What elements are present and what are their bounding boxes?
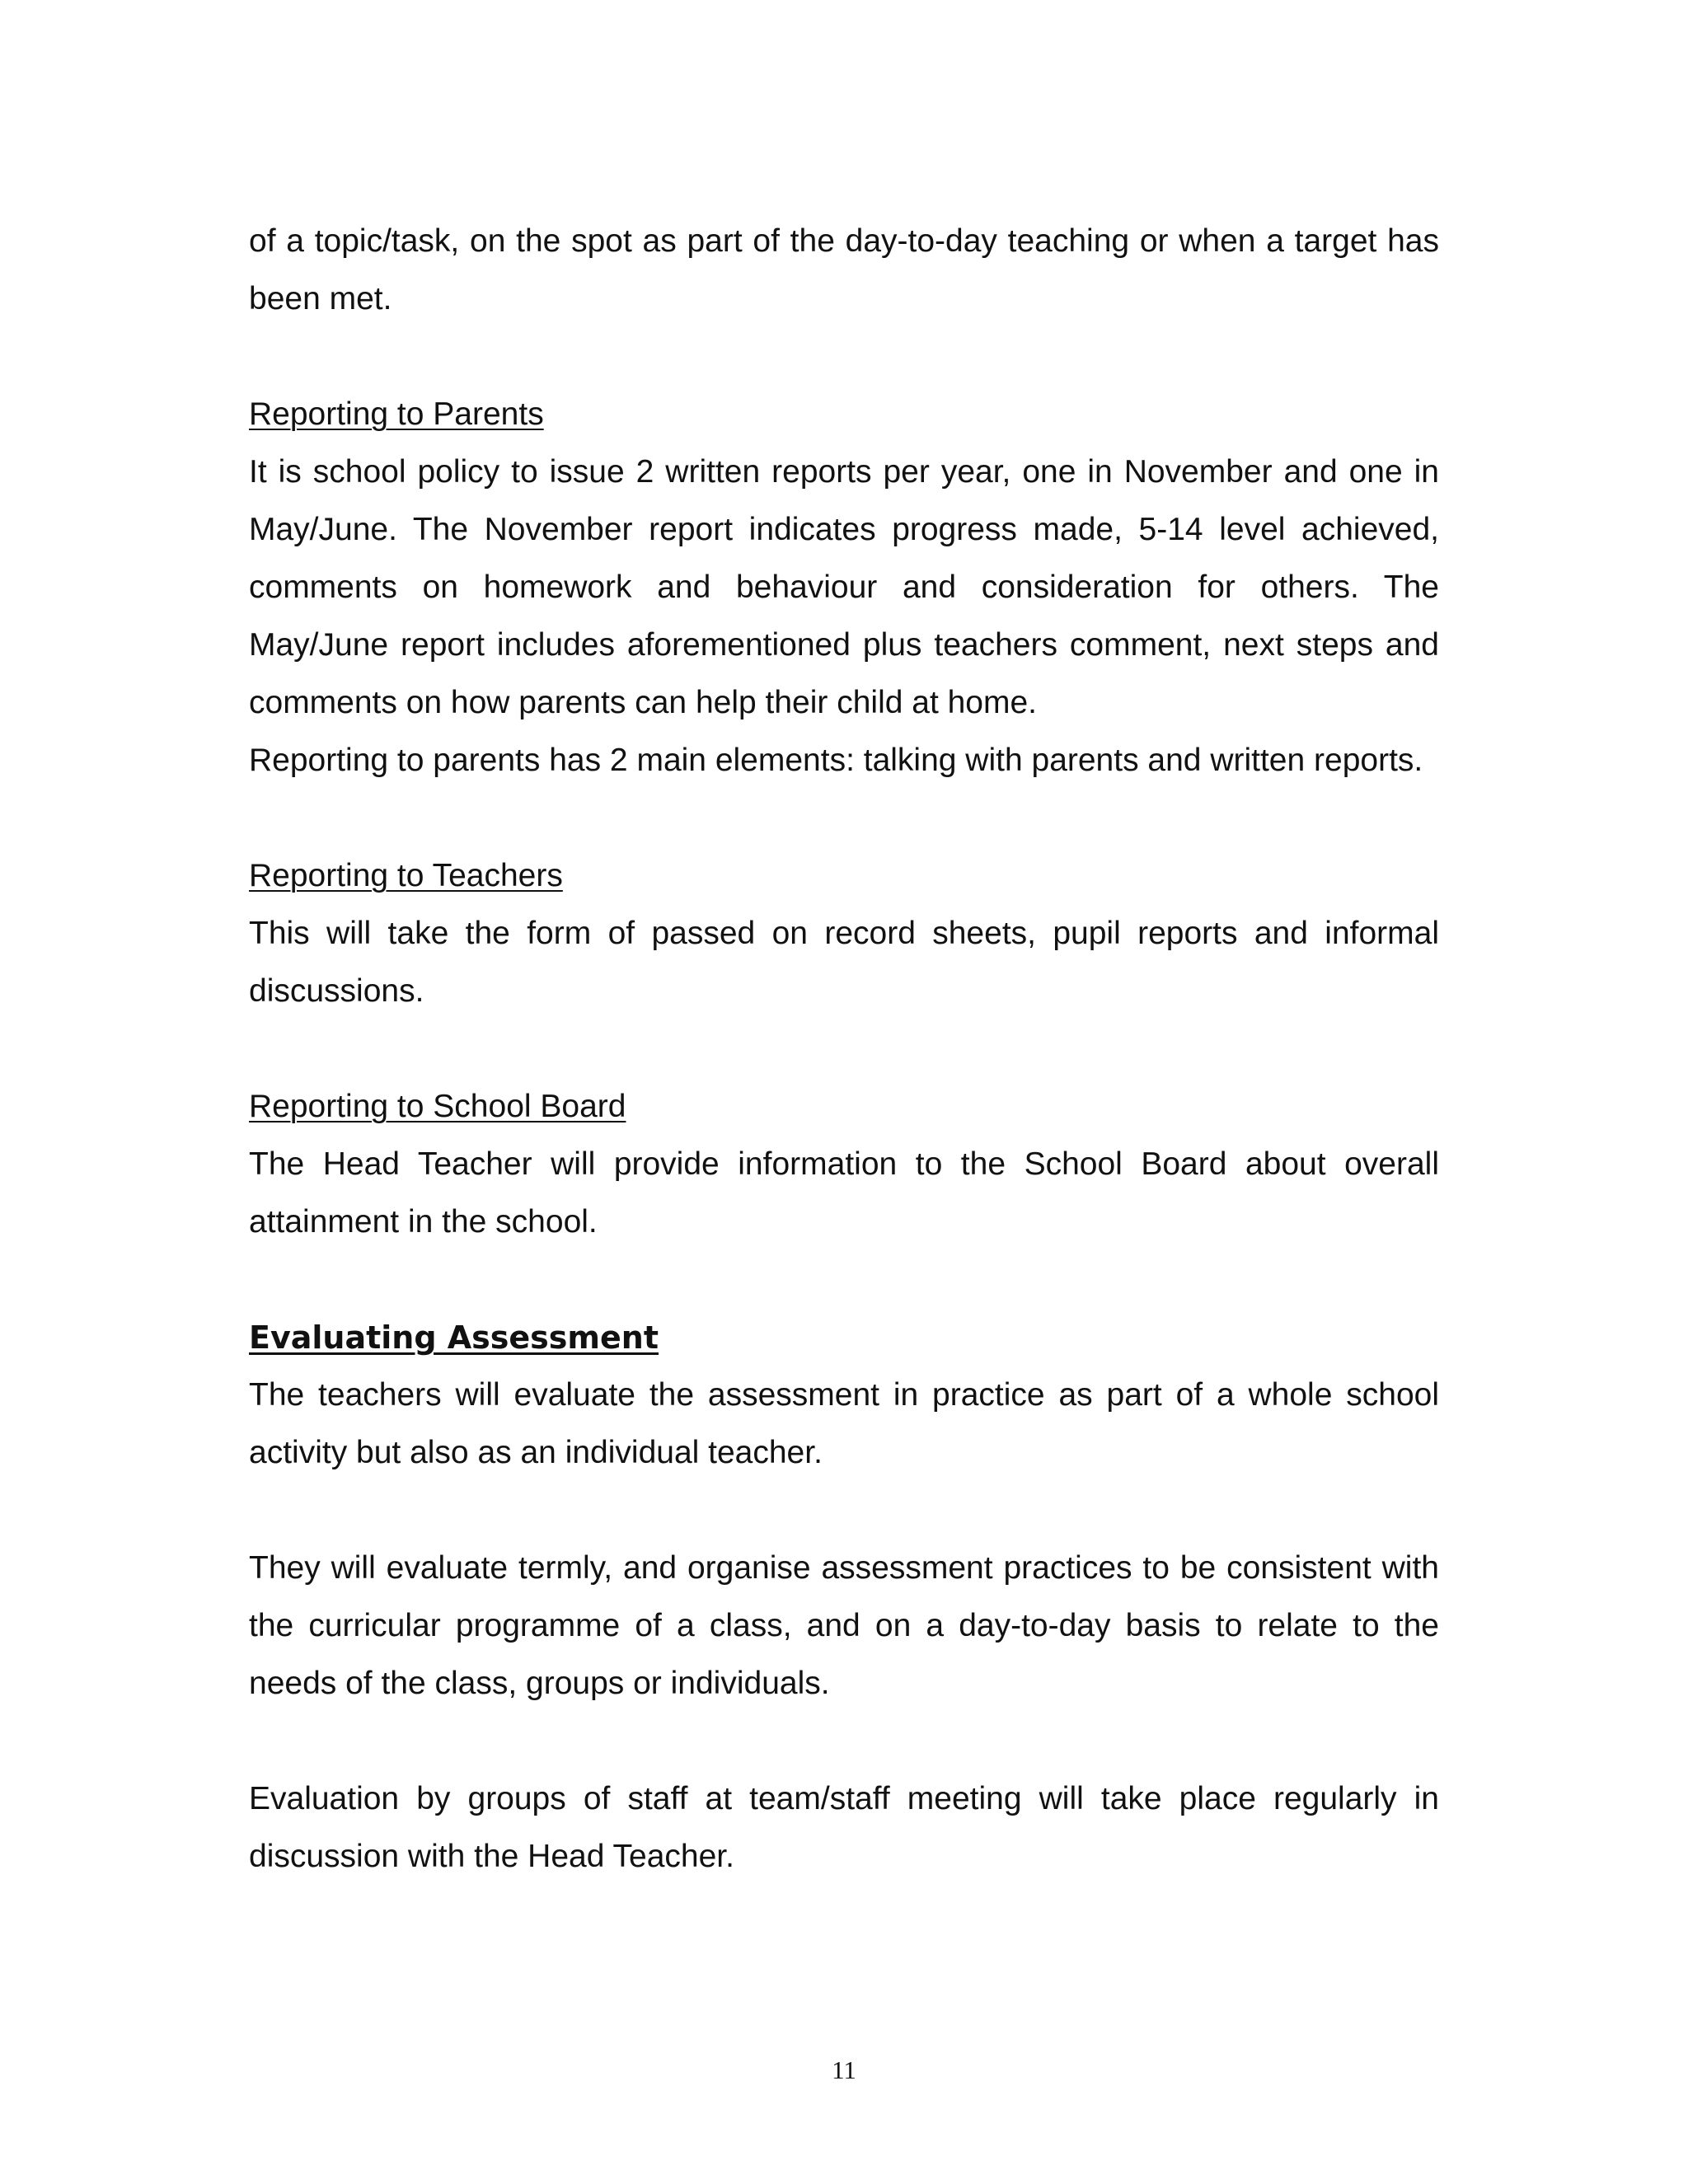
parents-paragraph-2: Reporting to parents has 2 main elements: talking with parents and written reports. [249,743,1423,778]
evaluating-paragraph-3: Evaluation by groups of staff at team/staff meeting will take place regularly in discussion with the Head Teacher. [249,1781,1439,1874]
board-paragraph-1: The Head Teacher will provide information to the School Board about overall attainment in the school. [249,1146,1439,1240]
spacer [249,1251,1439,1309]
heading-reporting-to-teachers: Reporting to Teachers [249,858,563,893]
heading-reporting-to-parents: Reporting to Parents [249,396,544,432]
spacer [249,328,1439,386]
spacer [249,790,1439,847]
teachers-paragraph-1: This will take the form of passed on record sheets, pupil reports and informal discussions. [249,916,1439,1009]
spacer [249,1482,1439,1540]
evaluating-paragraph-2: They will evaluate termly, and organise assessment practices to be consistent with the curricular programme of a class, and on a day-to-day basis to relate to the needs of the class, groups or individuals. [249,1550,1439,1701]
spacer [249,1020,1439,1078]
parents-paragraph-1: It is school policy to issue 2 written reports per year, one in November and one in May/June. The November report indicates progress made, 5-14 level achieved, comments on homework and behaviour and consideration for others. The May/June report includes aforementioned plus teachers comment, next steps and comments on how parents can help their child at home. [249,454,1439,720]
heading-evaluating-assessment: Evaluating Assessment [249,1319,659,1356]
document-page [249,213,1439,1886]
page-number: 11 [832,2055,856,2084]
spacer [249,1713,1439,1770]
heading-reporting-to-school-board: Reporting to School Board [249,1089,626,1124]
continuation-paragraph: of a topic/task, on the spot as part of the day-to-day teaching or when a target has been met. [249,223,1439,316]
evaluating-paragraph-1: The teachers will evaluate the assessment in practice as part of a whole school activity but also as an individual teacher. [249,1377,1439,1470]
